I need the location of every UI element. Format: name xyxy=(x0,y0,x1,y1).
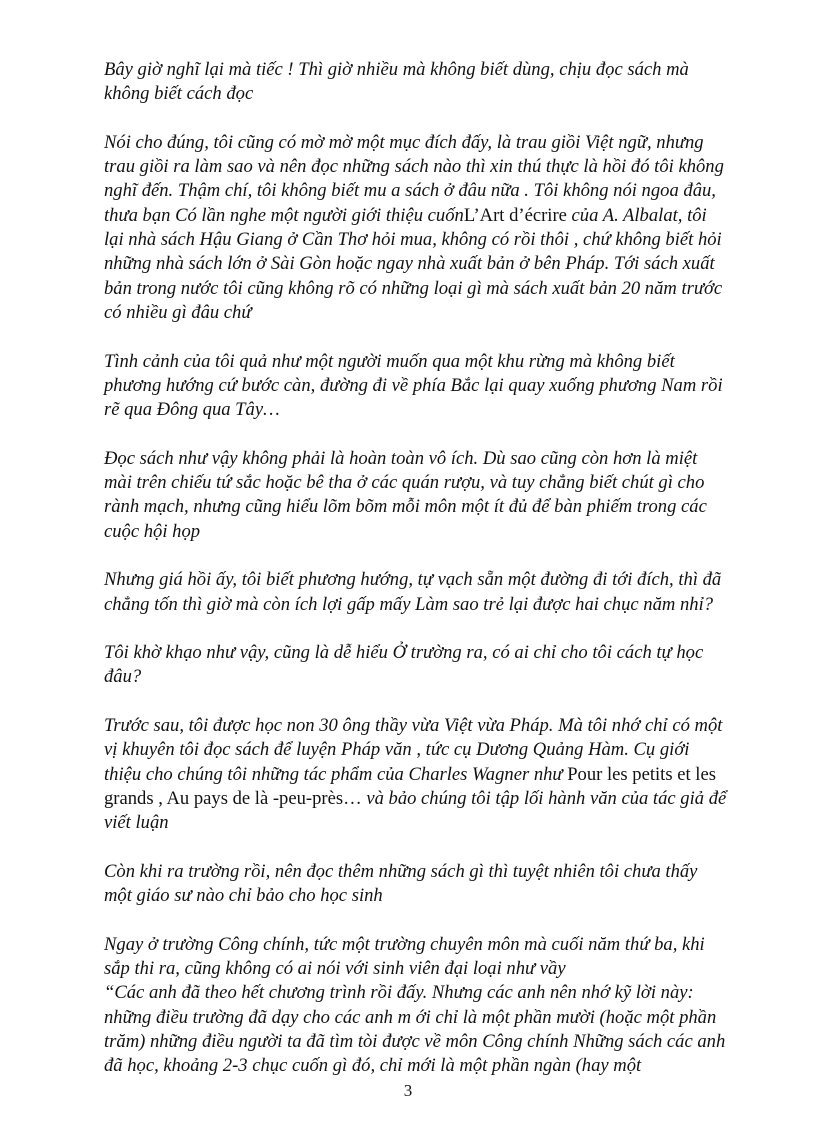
paragraph-9 xyxy=(104,933,728,982)
book-titles-wagner: Pour les petits et les grands , Au pays de là -peu-près… xyxy=(104,763,716,809)
paragraph-7 xyxy=(104,714,728,835)
paragraph-1 xyxy=(104,58,728,107)
paragraph-1-text: Bây giờ nghĩ lại mà tiếc ! Thì giờ nhiều mà không biết dùng, chịu đọc sách mà không biết cách đọc xyxy=(104,59,689,105)
paragraph-2 xyxy=(104,131,728,325)
paragraph-5 xyxy=(104,568,728,617)
paragraph-5-text: Nhưng giá hồi ấy, tôi biết phương hướng, tự vạch sẵn một đường đi tới đích, thì đã chẳng tốn thì giờ mà còn ích lợi gấp mấy Làm sao trẻ lại được hai chục năm nhỉ? xyxy=(104,569,722,615)
paragraph-6 xyxy=(104,641,728,690)
paragraph-9-text: Ngay ở trường Công chính, tức một trường chuyên môn mà cuối năm thứ ba, khi sắp thi ra, cũng không có ai nói với sinh viên đại loại như vầy xyxy=(104,933,705,979)
paragraph-8 xyxy=(104,860,728,909)
paragraph-3 xyxy=(104,350,728,423)
paragraph-4 xyxy=(104,447,728,544)
paragraph-8-text: Còn khi ra trường rồi, nên đọc thêm những sách gì thì tuyệt nhiên tôi chưa thấy một giáo sư nào chỉ bảo cho học sinh xyxy=(104,860,698,907)
paragraph-10 xyxy=(104,981,728,1078)
paragraph-7-text-b: và bảo chúng tôi tập lối hành văn của tác giả để viết luận xyxy=(104,787,727,834)
page-number: 3 xyxy=(403,1081,413,1100)
paragraph-4-text: Đọc sách như vậy không phải là hoàn toàn vô ích. Dù sao cũng còn hơn là miệt mài trên chiếu tứ sắc hoặc bê tha ở các quán rượu, và tuy chẳng biết chút gì cho rành mạch, nhưng cũng hiểu lõm bõm mỗi môn một ít đủ để bàn phiếm trong các cuộc hội họp xyxy=(104,447,707,542)
paragraph-3-text: Tình cảnh của tôi quả như một người muốn qua một khu rừng mà không biết phương hướng cứ bước càn, đường đi về phía Bắc lại quay xuống phương Nam rồi rẽ qua Đông qua Tây… xyxy=(104,350,723,421)
paragraph-10-text: “Các anh đã theo hết chương trình rồi đấy. Nhưng các anh nên nhớ kỹ lời này: những điều trường đã dạy cho các anh m ới chỉ là một phần mười (hoặc một phần trăm) những điều người ta đã tìm tòi được về môn Công chính Những sách các anh đã học, khoảng 2-3 chục cuốn gì đó, chỉ mới là một phần ngàn (hay một xyxy=(104,982,726,1077)
book-title-lart-decrire: L’Art d’écrire xyxy=(463,204,567,226)
body-text xyxy=(104,58,728,1078)
paragraph-6-text: Tôi khờ khạo như vậy, cũng là dễ hiểu Ở trường ra, có ai chỉ cho tôi cách tự học đâu? xyxy=(104,642,704,688)
paragraph-2-text-b: của A. Albalat, tôi lại nhà sách Hậu Giang ở Cần Thơ hỏi mua, không có rồi thôi , chứ không biết hỏi những nhà sách lớn ở Sài Gòn hoặc ngay nhà xuất bản ở bên Pháp. Tới sách xuất bản trong nước tôi cũng không rõ có những loại gì mà sách xuất bản 20 năm trước có nhiều gì đâu chứ xyxy=(104,204,723,323)
paragraph-2-text-a: Nói cho đúng, tôi cũng có mờ mờ một mục đích đấy, là trau giồi Việt ngữ, nhưng trau giồi ra làm sao và nên đọc những sách nào thì xin thú thực là hồi đó tôi không nghĩ đến. Thậm chí, tôi không biết mu a sách ở đâu nữa . Tôi không nói ngoa đâu, thưa bạn Có lần nghe một người giới thiệu cuốn xyxy=(104,131,724,226)
paragraph-7-text-a: Trước sau, tôi được học non 30 ông thầy vừa Việt vừa Pháp. Mà tôi nhớ chỉ có một vị khuyên tôi đọc sách để luyện Pháp văn , tức cụ Dương Quảng Hàm. Cụ giới thiệu cho chúng tôi những tác phẩm của Charles Wagner như xyxy=(104,715,723,785)
